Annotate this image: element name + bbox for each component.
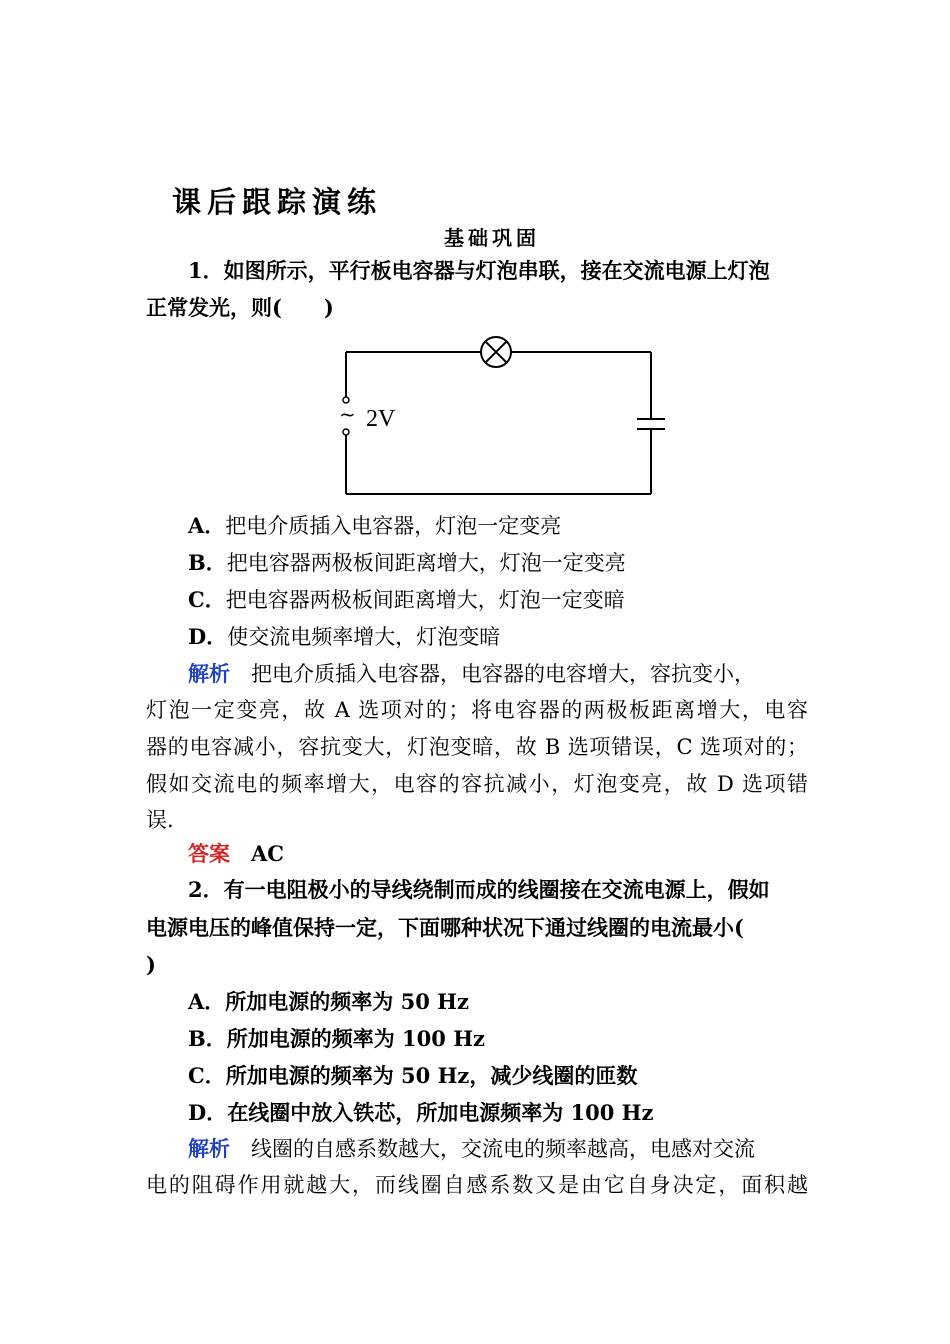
q1-option-a-label: A．: [188, 513, 226, 538]
q1-analysis-line-1: [188, 661, 755, 687]
q1-answer-label: 答案: [188, 841, 230, 866]
q1-option-a: [188, 513, 561, 539]
circuit-diagram: [330, 333, 680, 503]
q2-option-d: [188, 1100, 653, 1126]
q1-answer-value: AC: [251, 841, 285, 866]
q2-option-d-label: D．: [188, 1100, 228, 1125]
section-heading: 基础巩固: [444, 226, 540, 250]
q2-stem-line-1: 2．有一电阻极小的导线绕制而成的线圈接在交流电源上，假如: [188, 877, 770, 902]
q1-option-c: [188, 587, 625, 613]
q1-analysis-line-3: 器的电容减小，容抗变大，灯泡变暗，故 B 选项错误，C 选项对的；: [146, 735, 808, 759]
q2-stem-line-2: 电源电压的峰值保持一定，下面哪种状况下通过线圈的电流最小(: [146, 915, 744, 940]
q2-option-a-text: 所加电源的频率为 50 Hz: [225, 989, 469, 1014]
q2-option-a: [188, 989, 469, 1015]
q1-option-b: [188, 550, 626, 576]
q2-option-c-label: C．: [188, 1063, 226, 1088]
q1-analysis-line-4: 假如交流电的频率增大，电容的容抗减小，灯泡变亮，故 D 选项错: [146, 772, 808, 796]
q1-answer: [188, 841, 284, 867]
q1-option-b-text: 把电容器两极板间距离增大，灯泡一定变亮: [226, 551, 626, 575]
page-title: 课后跟踪演练: [172, 185, 383, 219]
q2-analysis-label: 解析: [188, 1136, 230, 1161]
q1-stem-line-1: 1．如图所示，平行板电容器与灯泡串联，接在交流电源上灯泡: [188, 258, 770, 283]
q2-option-a-label: A．: [188, 989, 226, 1014]
q2-stem-line-3: ): [146, 952, 156, 977]
source-terminal-bottom: [343, 429, 349, 435]
voltage-label: 2V: [366, 406, 396, 432]
q2-analysis-line-1: [188, 1136, 755, 1162]
ac-source-symbol: ~: [339, 402, 356, 426]
q2-option-b-label: B．: [188, 1026, 227, 1051]
q1-stem-line-2: 正常发光，则( ): [146, 295, 334, 320]
q2-option-b: [188, 1026, 485, 1052]
q2-analysis-line-2: 电的阻碍作用就越大，而线圈自感系数又是由它自身决定，面积越: [146, 1173, 808, 1197]
q1-option-c-text: 把电容器两极板间距离增大，灯泡一定变暗: [225, 588, 625, 612]
q1-option-c-label: C．: [188, 587, 226, 612]
q2-option-d-text: 在线圈中放入铁芯，所加电源频率为 100 Hz: [227, 1100, 654, 1125]
q1-analysis-text-1: 把电介质插入电容器，电容器的电容增大，容抗变小，: [251, 662, 755, 686]
q1-option-a-text: 把电介质插入电容器，灯泡一定变亮: [225, 514, 562, 538]
q2-analysis-text-1: 线圈的自感系数越大，交流电的频率越高，电感对交流: [251, 1137, 755, 1161]
q1-option-d-text: 使交流电频率增大，灯泡变暗: [227, 625, 501, 649]
q1-analysis-line-5: 误.: [146, 808, 174, 832]
q1-option-d-label: D．: [188, 624, 228, 649]
q1-option-d: [188, 624, 500, 650]
q1-analysis-label: 解析: [188, 661, 230, 686]
q1-option-b-label: B．: [188, 550, 227, 575]
q1-analysis-line-2: 灯泡一定变亮，故 A 选项对的；将电容器的两极板距离增大，电容: [146, 698, 808, 722]
q2-option-c-text: 所加电源的频率为 50 Hz，减少线圈的匝数: [225, 1063, 638, 1088]
q2-option-b-text: 所加电源的频率为 100 Hz: [226, 1026, 485, 1051]
q2-option-c: [188, 1063, 637, 1089]
